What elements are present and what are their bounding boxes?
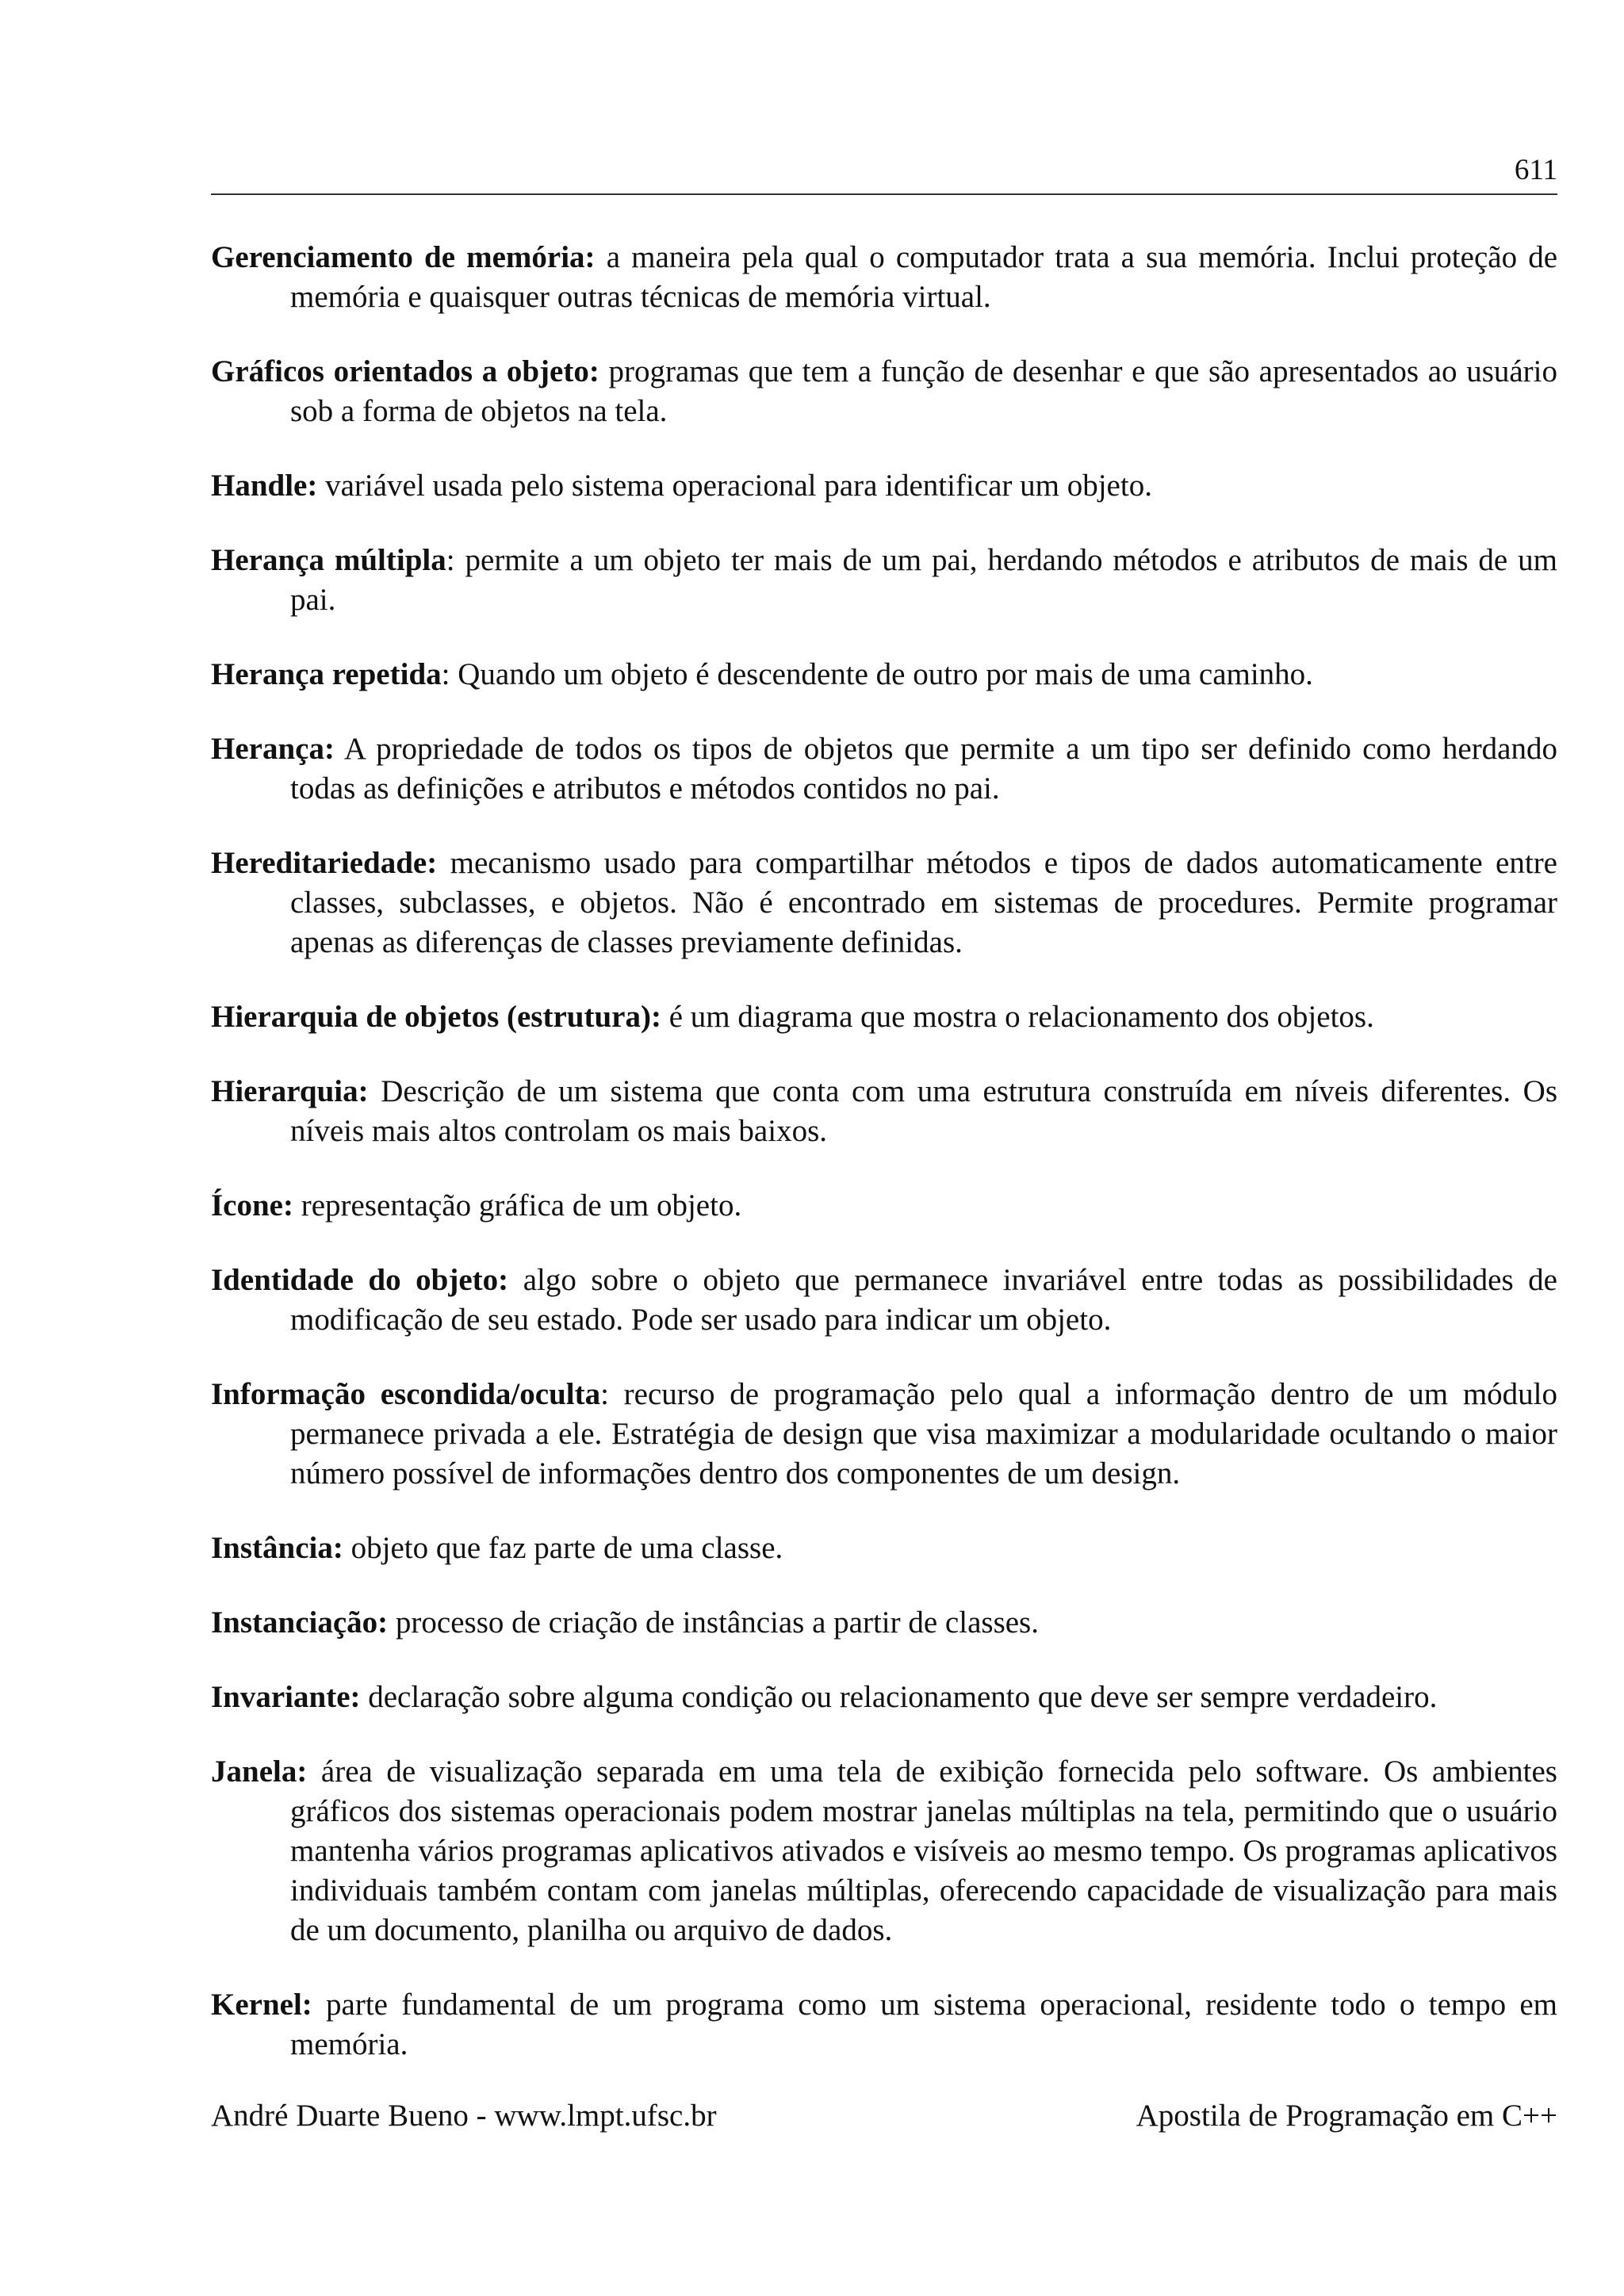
glossary-entry bbox=[211, 1261, 1557, 1340]
term-separator: : bbox=[441, 657, 450, 691]
glossary-term: Informação escondida/oculta bbox=[211, 1377, 601, 1411]
glossary-entry bbox=[211, 466, 1557, 506]
glossary-entry bbox=[211, 1186, 1557, 1226]
glossary-term: Kernel: bbox=[211, 1988, 312, 2022]
glossary-term: Gerenciamento de memória: bbox=[211, 240, 596, 274]
glossary-entry bbox=[211, 844, 1557, 962]
glossary-definition: representação gráfica de um objeto. bbox=[293, 1188, 742, 1223]
glossary-term: Hierarquia: bbox=[211, 1074, 369, 1108]
glossary-entry bbox=[211, 1072, 1557, 1151]
glossary-term: Ícone: bbox=[211, 1188, 293, 1223]
glossary-term: Gráficos orientados a objeto: bbox=[211, 354, 599, 388]
glossary-term: Herança: bbox=[211, 732, 335, 766]
glossary-term: Hereditariedade: bbox=[211, 846, 438, 880]
glossary-entry bbox=[211, 1529, 1557, 1568]
glossary-definition: mecanismo usado para compartilhar métodos e tipos de dados automaticamente entre classes, subclasses, e objetos. Não é encontrado em sistemas de procedures. Permite programar apenas as diferenças de classes previamente definidas. bbox=[290, 846, 1557, 959]
glossary-definition: Quando um objeto é descendente de outro por mais de uma caminho. bbox=[450, 657, 1313, 691]
glossary-definition: A propriedade de todos os tipos de objetos que permite a um tipo ser definido como herdando todas as definições e atributos e métodos contidos no pai. bbox=[290, 732, 1557, 806]
glossary-term: Hierarquia de objetos (estrutura): bbox=[211, 1000, 661, 1034]
glossary-entry bbox=[211, 238, 1557, 317]
glossary-term: Instância: bbox=[211, 1531, 343, 1565]
glossary-definition: é um diagrama que mostra o relacionamento dos objetos. bbox=[661, 1000, 1374, 1034]
footer-title: Apostila de Programação em C++ bbox=[1136, 2099, 1557, 2133]
glossary-definition: processo de criação de instâncias a partir de classes. bbox=[388, 1605, 1039, 1640]
glossary-entry bbox=[211, 541, 1557, 620]
glossary-entry bbox=[211, 1375, 1557, 1494]
glossary-definition: objeto que faz parte de uma classe. bbox=[343, 1531, 783, 1565]
page-footer bbox=[211, 2096, 1557, 2136]
glossary-definition: Descrição de um sistema que conta com uma estrutura construída em níveis diferentes. Os níveis mais altos controlam os mais baixos. bbox=[290, 1074, 1557, 1148]
glossary-entry bbox=[211, 997, 1557, 1037]
glossary-definition: a maneira pela qual o computador trata a sua memória. Inclui proteção de memória e quaisquer outras técnicas de memória virtual. bbox=[290, 240, 1558, 314]
glossary-entry bbox=[211, 1752, 1557, 1950]
glossary-definition: parte fundamental de um programa como um sistema operacional, residente todo o tempo em memória. bbox=[290, 1988, 1557, 2061]
glossary-definition: área de visualização separada em uma tela de exibição fornecida pelo software. Os ambientes gráficos dos sistemas operacionais podem mostrar janelas múltiplas na tela, permitindo que o usuário mantenha vários programas aplicativos ativados e visíveis ao mesmo tempo. Os programas aplicativos individuais também contam com janelas múltiplas, oferecendo capacidade de visualização para mais de um documento, planilha ou arquivo de dados. bbox=[290, 1755, 1557, 1947]
term-separator: : bbox=[600, 1377, 609, 1411]
glossary-term: Herança repetida bbox=[211, 657, 442, 691]
glossary-term: Handle: bbox=[211, 469, 318, 503]
glossary-definition: permite a um objeto ter mais de um pai, herdando métodos e atributos de mais de um pai. bbox=[290, 543, 1557, 617]
glossary-definition: variável usada pelo sistema operacional para identificar um objeto. bbox=[317, 469, 1152, 503]
header-rule bbox=[211, 193, 1557, 195]
glossary-entry bbox=[211, 729, 1557, 809]
glossary-term: Herança múltipla bbox=[211, 543, 446, 577]
glossary-definition: algo sobre o objeto que permanece invariável entre todas as possibilidades de modificação de seu estado. Pode ser usado para indicar um objeto. bbox=[290, 1263, 1557, 1337]
glossary-definition: recurso de programação pelo qual a informação dentro de um módulo permanece privada a ele. Estratégia de design que visa maximizar a modularidade ocultando o maior número possível de informações dentro dos componentes de um design. bbox=[290, 1377, 1557, 1490]
term-separator: : bbox=[446, 543, 455, 577]
glossary-term: Instanciação: bbox=[211, 1605, 389, 1640]
glossary-entry bbox=[211, 1985, 1557, 2064]
glossary-definition: declaração sobre alguma condição ou relacionamento que deve ser sempre verdadeiro. bbox=[360, 1680, 1438, 1714]
glossary-term: Invariante: bbox=[211, 1680, 361, 1714]
page-number: 611 bbox=[1514, 154, 1557, 186]
glossary-entry bbox=[211, 352, 1557, 431]
glossary-list bbox=[211, 238, 1557, 2099]
footer-author: André Duarte Bueno - www.lmpt.ufsc.br bbox=[211, 2099, 717, 2133]
glossary-entry bbox=[211, 1603, 1557, 1643]
glossary-term: Identidade do objeto: bbox=[211, 1263, 509, 1297]
glossary-entry bbox=[211, 655, 1557, 695]
glossary-entry bbox=[211, 1678, 1557, 1717]
glossary-definition: programas que tem a função de desenhar e que são apresentados ao usuário sob a forma de objetos na tela. bbox=[290, 354, 1557, 428]
glossary-term: Janela: bbox=[211, 1755, 308, 1789]
